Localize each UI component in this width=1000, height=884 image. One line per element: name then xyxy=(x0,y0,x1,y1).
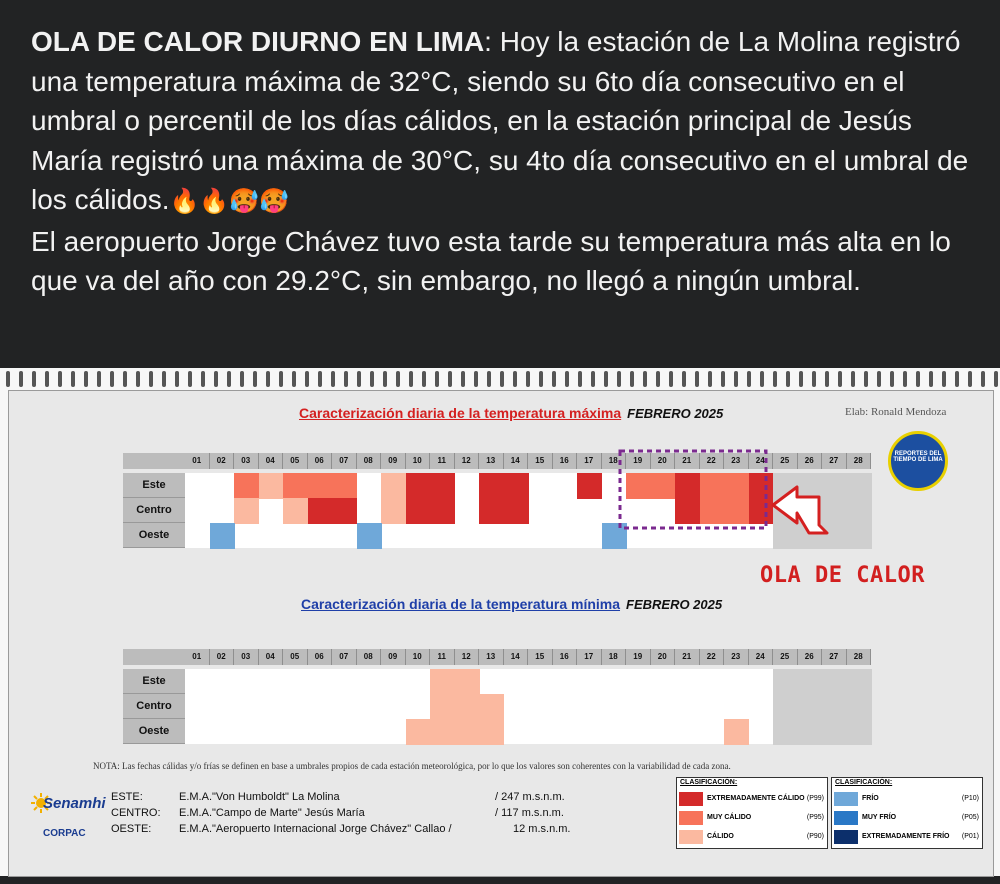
legend-code: (P99) xyxy=(806,795,824,802)
day-label: 15 xyxy=(528,453,553,469)
spiral-ring xyxy=(97,371,101,387)
day-label: 16 xyxy=(553,453,578,469)
spiral-ring xyxy=(149,371,153,387)
heatmap-cell xyxy=(798,669,823,695)
heatmap-cell xyxy=(283,719,308,745)
legend-warm xyxy=(679,830,824,844)
day-label: 25 xyxy=(773,649,798,665)
heatmap-cell xyxy=(798,719,823,745)
spiral-ring xyxy=(240,371,244,387)
day-label: 05 xyxy=(283,453,308,469)
spiral-ring xyxy=(422,371,426,387)
spiral-ring xyxy=(526,371,530,387)
day-label: 16 xyxy=(553,649,578,665)
heatmap-cell xyxy=(381,719,406,745)
heatmap-cell xyxy=(479,719,504,745)
row-label: Centro xyxy=(123,694,185,719)
spiral-binding xyxy=(0,368,1000,390)
heatmap-cell xyxy=(847,694,872,720)
spiral-ring xyxy=(786,371,790,387)
spiral-ring xyxy=(695,371,699,387)
legend-code: (P10) xyxy=(961,795,979,802)
heatmap-cell xyxy=(577,694,602,720)
row-label: Este xyxy=(123,473,185,498)
heatmap-cell xyxy=(455,719,480,745)
heatmap-cell xyxy=(283,694,308,720)
heatmap-cell xyxy=(430,719,455,745)
day-label: 17 xyxy=(577,649,602,665)
spiral-ring xyxy=(591,371,595,387)
day-label: 14 xyxy=(504,453,529,469)
day-label: 09 xyxy=(381,453,406,469)
heatmap-cell xyxy=(626,719,651,745)
heatmap-cell xyxy=(308,719,333,745)
spiral-ring xyxy=(474,371,478,387)
heatmap-cell xyxy=(724,694,749,720)
day-label: 26 xyxy=(798,453,823,469)
post-body xyxy=(31,22,976,301)
row-label: Este xyxy=(123,669,185,694)
row-label: Oeste xyxy=(123,523,185,548)
legend-cold xyxy=(834,792,979,806)
day-header xyxy=(123,649,871,665)
heatmap-cell xyxy=(700,719,725,745)
post-paragraph-1: : Hoy la estación de La Molina registró una temperatura máxima de 32°C, siendo su 6to día consecutivo en el umbral o percentil de los días cálidos, en la estación principal de Jesús María registró una máxima de 30°C, su 4to día consecutivo en el umbral de los cálidos. xyxy=(31,26,969,215)
heatmap-cell xyxy=(773,694,798,720)
spiral-ring xyxy=(617,371,621,387)
heatmap-cell xyxy=(259,719,284,745)
spiral-ring xyxy=(305,371,309,387)
heatmap-cell xyxy=(479,694,504,720)
heatmap-cell xyxy=(675,669,700,695)
spiral-ring xyxy=(175,371,179,387)
day-label: 11 xyxy=(430,649,455,665)
legend-label: MUY FRÍO xyxy=(862,814,897,821)
badge-text: REPORTES DEL TIEMPO DE LIMA xyxy=(893,451,943,463)
day-label: 07 xyxy=(332,453,357,469)
heatmap-cell xyxy=(602,669,627,695)
spiral-ring xyxy=(734,371,738,387)
spiral-ring xyxy=(461,371,465,387)
spiral-ring xyxy=(253,371,257,387)
spiral-ring xyxy=(968,371,972,387)
heatmap-cell xyxy=(822,669,847,695)
day-label: 06 xyxy=(308,649,333,665)
spiral-ring xyxy=(760,371,764,387)
day-label: 13 xyxy=(479,453,504,469)
spiral-ring xyxy=(630,371,634,387)
legend-code: (P05) xyxy=(961,814,979,821)
day-label: 12 xyxy=(455,649,480,665)
heatmap-cell xyxy=(185,669,210,695)
corpac-logo: CORPAC xyxy=(43,828,86,839)
heatmap-cell xyxy=(724,719,749,745)
heatmap-cell xyxy=(455,694,480,720)
spiral-ring xyxy=(6,371,10,387)
day-label: 10 xyxy=(406,453,431,469)
day-label: 26 xyxy=(798,649,823,665)
heatmap-cell xyxy=(283,669,308,695)
heatmap-cell xyxy=(430,669,455,695)
spiral-ring xyxy=(812,371,816,387)
day-label: 02 xyxy=(210,453,235,469)
heatmap-cell xyxy=(577,719,602,745)
heatmap-cell xyxy=(528,694,553,720)
post-text-area xyxy=(0,0,1000,362)
author-credit: Elab: Ronald Mendoza xyxy=(845,406,947,418)
cold-legend xyxy=(831,777,983,849)
spiral-ring xyxy=(71,371,75,387)
spiral-ring xyxy=(409,371,413,387)
day-label: 25 xyxy=(773,453,798,469)
spiral-ring xyxy=(84,371,88,387)
max-chart-month: FEBRERO 2025 xyxy=(627,406,724,421)
heatmap-cell xyxy=(504,719,529,745)
heatmap-cell xyxy=(210,669,235,695)
day-label: 23 xyxy=(724,649,749,665)
day-label: 18 xyxy=(602,453,627,469)
spiral-ring xyxy=(318,371,322,387)
day-label: 12 xyxy=(455,453,480,469)
legend-very-cold xyxy=(834,811,979,825)
day-label: 21 xyxy=(675,453,700,469)
spiral-ring xyxy=(45,371,49,387)
legend-label: EXTREMADAMENTE FRÍO xyxy=(862,833,950,840)
warm-legend xyxy=(676,777,828,849)
heatmap-cell xyxy=(626,669,651,695)
spiral-ring xyxy=(214,371,218,387)
day-label: 22 xyxy=(700,453,725,469)
spiral-ring xyxy=(500,371,504,387)
spiral-ring xyxy=(851,371,855,387)
spiral-ring xyxy=(864,371,868,387)
calendar-panel xyxy=(8,390,994,877)
heatmap-cell xyxy=(749,669,774,695)
day-label: 27 xyxy=(822,453,847,469)
spiral-ring xyxy=(396,371,400,387)
heatmap-cell xyxy=(332,719,357,745)
heatmap-cell xyxy=(210,719,235,745)
heatmap-cell xyxy=(406,694,431,720)
heatmap-cell xyxy=(847,669,872,695)
heatmap-cell xyxy=(357,669,382,695)
station-zone: ESTE: xyxy=(111,791,143,803)
heatmap-cell xyxy=(357,694,382,720)
heatmap-cell xyxy=(234,669,259,695)
day-label: 08 xyxy=(357,453,382,469)
spiral-ring xyxy=(266,371,270,387)
day-label: 11 xyxy=(430,453,455,469)
day-label: 14 xyxy=(504,649,529,665)
legend-code: (P01) xyxy=(961,833,979,840)
spiral-ring xyxy=(201,371,205,387)
spiral-ring xyxy=(357,371,361,387)
heatmap-cell xyxy=(749,694,774,720)
day-label: 18 xyxy=(602,649,627,665)
day-label: 10 xyxy=(406,649,431,665)
day-label: 27 xyxy=(822,649,847,665)
day-label: 03 xyxy=(234,453,259,469)
swatch xyxy=(679,830,703,844)
spiral-ring xyxy=(877,371,881,387)
swatch xyxy=(679,811,703,825)
day-label: 28 xyxy=(847,453,872,469)
swatch xyxy=(834,811,858,825)
heatmap-cell xyxy=(406,719,431,745)
heatmap-cell xyxy=(332,669,357,695)
spiral-ring xyxy=(435,371,439,387)
day-label: 05 xyxy=(283,649,308,665)
spiral-ring xyxy=(773,371,777,387)
spiral-ring xyxy=(669,371,673,387)
max-chart-title-text: Caracterización diaria de la temperatura máxima xyxy=(299,405,622,421)
post-paragraph-2: El aeropuerto Jorge Chávez tuvo esta tarde su temperatura más alta en lo que va del año con 29.2°C, sin embargo, no llegó a ningún umbral. xyxy=(31,225,951,296)
spiral-ring xyxy=(227,371,231,387)
station-zone: CENTRO: xyxy=(111,807,161,819)
day-label: 21 xyxy=(675,649,700,665)
spiral-ring xyxy=(539,371,543,387)
spiral-ring xyxy=(162,371,166,387)
heatmap-cell xyxy=(773,669,798,695)
spiral-ring xyxy=(955,371,959,387)
heatmap-cell xyxy=(577,669,602,695)
min-chart-title-text: Caracterización diaria de la temperatura mínima xyxy=(301,596,621,612)
swatch xyxy=(679,792,703,806)
day-label: 20 xyxy=(651,453,676,469)
spiral-ring xyxy=(136,371,140,387)
min-temperature-grid xyxy=(123,649,864,741)
station-altitude: 12 m.s.n.m. xyxy=(513,823,571,835)
station-name: E.M.A."Von Humboldt" La Molina xyxy=(179,791,340,803)
day-label: 22 xyxy=(700,649,725,665)
warm-legend-title: CLASIFICACIÓN: xyxy=(680,779,738,786)
station-altitude: / 247 m.s.n.m. xyxy=(495,791,565,803)
day-label: 06 xyxy=(308,453,333,469)
day-label: 28 xyxy=(847,649,872,665)
row-label: Oeste xyxy=(123,719,185,744)
legend-extremely-warm xyxy=(679,792,824,806)
spiral-ring xyxy=(916,371,920,387)
spiral-ring xyxy=(344,371,348,387)
heatmap-cell xyxy=(308,694,333,720)
heatmap-cell xyxy=(234,719,259,745)
swatch xyxy=(834,830,858,844)
day-label: 08 xyxy=(357,649,382,665)
day-label: 19 xyxy=(626,453,651,469)
legend-label: MUY CÁLIDO xyxy=(707,814,752,821)
spiral-ring xyxy=(383,371,387,387)
swatch xyxy=(834,792,858,806)
legend-very-warm xyxy=(679,811,824,825)
heatmap-cell xyxy=(479,669,504,695)
post-headline: OLA DE CALOR DIURNO EN LIMA xyxy=(31,26,485,57)
spiral-ring xyxy=(890,371,894,387)
heatmap-cell xyxy=(798,694,823,720)
spiral-ring xyxy=(604,371,608,387)
heatmap-cell xyxy=(700,669,725,695)
legend-code: (P90) xyxy=(806,833,824,840)
heatmap-cell xyxy=(528,669,553,695)
spiral-ring xyxy=(331,371,335,387)
spiral-ring xyxy=(708,371,712,387)
heatmap-cell xyxy=(602,719,627,745)
day-label: 20 xyxy=(651,649,676,665)
note-text: NOTA: Las fechas cálidas y/o frías se definen en base a umbrales propios de cada estación meteorológica, por lo que los valores son coherentes con la variabilidad de cada zona. xyxy=(93,761,731,771)
heatmap-cell xyxy=(651,669,676,695)
spiral-ring xyxy=(799,371,803,387)
heatmap-cell xyxy=(626,694,651,720)
day-label: 17 xyxy=(577,453,602,469)
spiral-ring xyxy=(578,371,582,387)
heatmap-cell xyxy=(553,669,578,695)
day-label: 19 xyxy=(626,649,651,665)
day-label: 01 xyxy=(185,649,210,665)
fire-and-hot-face-emojis: 🔥🔥🥵🥵 xyxy=(169,188,290,215)
day-label: 07 xyxy=(332,649,357,665)
heatmap-cell xyxy=(773,719,798,745)
heatmap-cell xyxy=(259,669,284,695)
heatmap-cell xyxy=(749,719,774,745)
spiral-ring xyxy=(279,371,283,387)
day-label: 24 xyxy=(749,649,774,665)
spiral-ring xyxy=(981,371,985,387)
station-name: E.M.A."Aeropuerto Internacional Jorge Chávez" Callao / xyxy=(179,823,452,835)
heatmap-cell xyxy=(406,669,431,695)
heatmap-cell xyxy=(553,719,578,745)
heatwave-annotation xyxy=(9,391,993,591)
spiral-ring xyxy=(682,371,686,387)
station-name: E.M.A."Campo de Marte" Jesús María xyxy=(179,807,365,819)
spiral-ring xyxy=(552,371,556,387)
heatmap-cell xyxy=(724,669,749,695)
spiral-ring xyxy=(721,371,725,387)
heatmap-cell xyxy=(602,694,627,720)
heatmap-cell xyxy=(308,669,333,695)
heatmap-cell xyxy=(381,694,406,720)
station-zone: OESTE: xyxy=(111,823,152,835)
spiral-ring xyxy=(110,371,114,387)
cold-legend-title: CLASIFICACIÓN: xyxy=(835,779,893,786)
heatmap-cell xyxy=(675,694,700,720)
spiral-ring xyxy=(994,371,998,387)
heatmap-cell xyxy=(847,719,872,745)
spiral-ring xyxy=(370,371,374,387)
spiral-ring xyxy=(123,371,127,387)
spiral-ring xyxy=(565,371,569,387)
heatmap-cell xyxy=(504,669,529,695)
min-chart-title xyxy=(301,596,722,612)
heatmap-cell xyxy=(357,719,382,745)
spiral-ring xyxy=(188,371,192,387)
spiral-ring xyxy=(656,371,660,387)
spiral-ring xyxy=(292,371,296,387)
senamhi-text: Senamhi xyxy=(43,795,106,812)
spiral-ring xyxy=(838,371,842,387)
spiral-ring xyxy=(448,371,452,387)
day-label: 13 xyxy=(479,649,504,665)
row-label: Centro xyxy=(123,498,185,523)
heatmap-cell xyxy=(675,719,700,745)
heatmap-cell xyxy=(822,719,847,745)
day-label: 15 xyxy=(528,649,553,665)
heatmap-cell xyxy=(651,694,676,720)
heatmap-cell xyxy=(553,694,578,720)
spiral-ring xyxy=(19,371,23,387)
day-label: 09 xyxy=(381,649,406,665)
heatwave-highlight-box xyxy=(620,451,766,528)
day-label: 24 xyxy=(749,453,774,469)
day-label: 04 xyxy=(259,453,284,469)
heatmap-cell xyxy=(332,694,357,720)
heatmap-cell xyxy=(822,694,847,720)
senamhi-logo xyxy=(31,793,109,815)
heatmap-cell xyxy=(455,669,480,695)
heatmap-cell xyxy=(651,719,676,745)
heatmap-cell xyxy=(504,694,529,720)
arrow-icon xyxy=(773,487,827,533)
spiral-ring xyxy=(643,371,647,387)
spiral-ring xyxy=(929,371,933,387)
spiral-ring xyxy=(942,371,946,387)
spiral-ring xyxy=(825,371,829,387)
heatmap-cell xyxy=(430,694,455,720)
min-chart-month: FEBRERO 2025 xyxy=(626,597,723,612)
day-label: 02 xyxy=(210,649,235,665)
legend-label: CÁLIDO xyxy=(707,833,734,840)
heatmap-cell xyxy=(381,669,406,695)
heatmap-cell xyxy=(234,694,259,720)
day-label: 01 xyxy=(185,453,210,469)
ola-de-calor-label: OLA DE CALOR xyxy=(760,563,925,588)
cell-area xyxy=(185,669,871,744)
station-altitude: / 117 m.s.n.m. xyxy=(495,807,564,819)
post-image[interactable] xyxy=(0,368,1000,876)
heatmap-cell xyxy=(210,694,235,720)
legend-extremely-cold xyxy=(834,830,979,844)
spiral-ring xyxy=(747,371,751,387)
legend-label: FRÍO xyxy=(862,795,879,802)
day-label: 04 xyxy=(259,649,284,665)
legend-label: EXTREMADAMENTE CÁLIDO xyxy=(707,795,805,802)
legend-code: (P95) xyxy=(806,814,824,821)
day-label: 03 xyxy=(234,649,259,665)
heatmap-cell xyxy=(185,694,210,720)
heatmap-cell xyxy=(259,694,284,720)
spiral-ring xyxy=(487,371,491,387)
spiral-ring xyxy=(58,371,62,387)
heatmap-cell xyxy=(185,719,210,745)
spiral-ring xyxy=(513,371,517,387)
heatmap-cell xyxy=(528,719,553,745)
heatmap-cell xyxy=(700,694,725,720)
spiral-ring xyxy=(903,371,907,387)
spiral-ring xyxy=(32,371,36,387)
day-label: 23 xyxy=(724,453,749,469)
